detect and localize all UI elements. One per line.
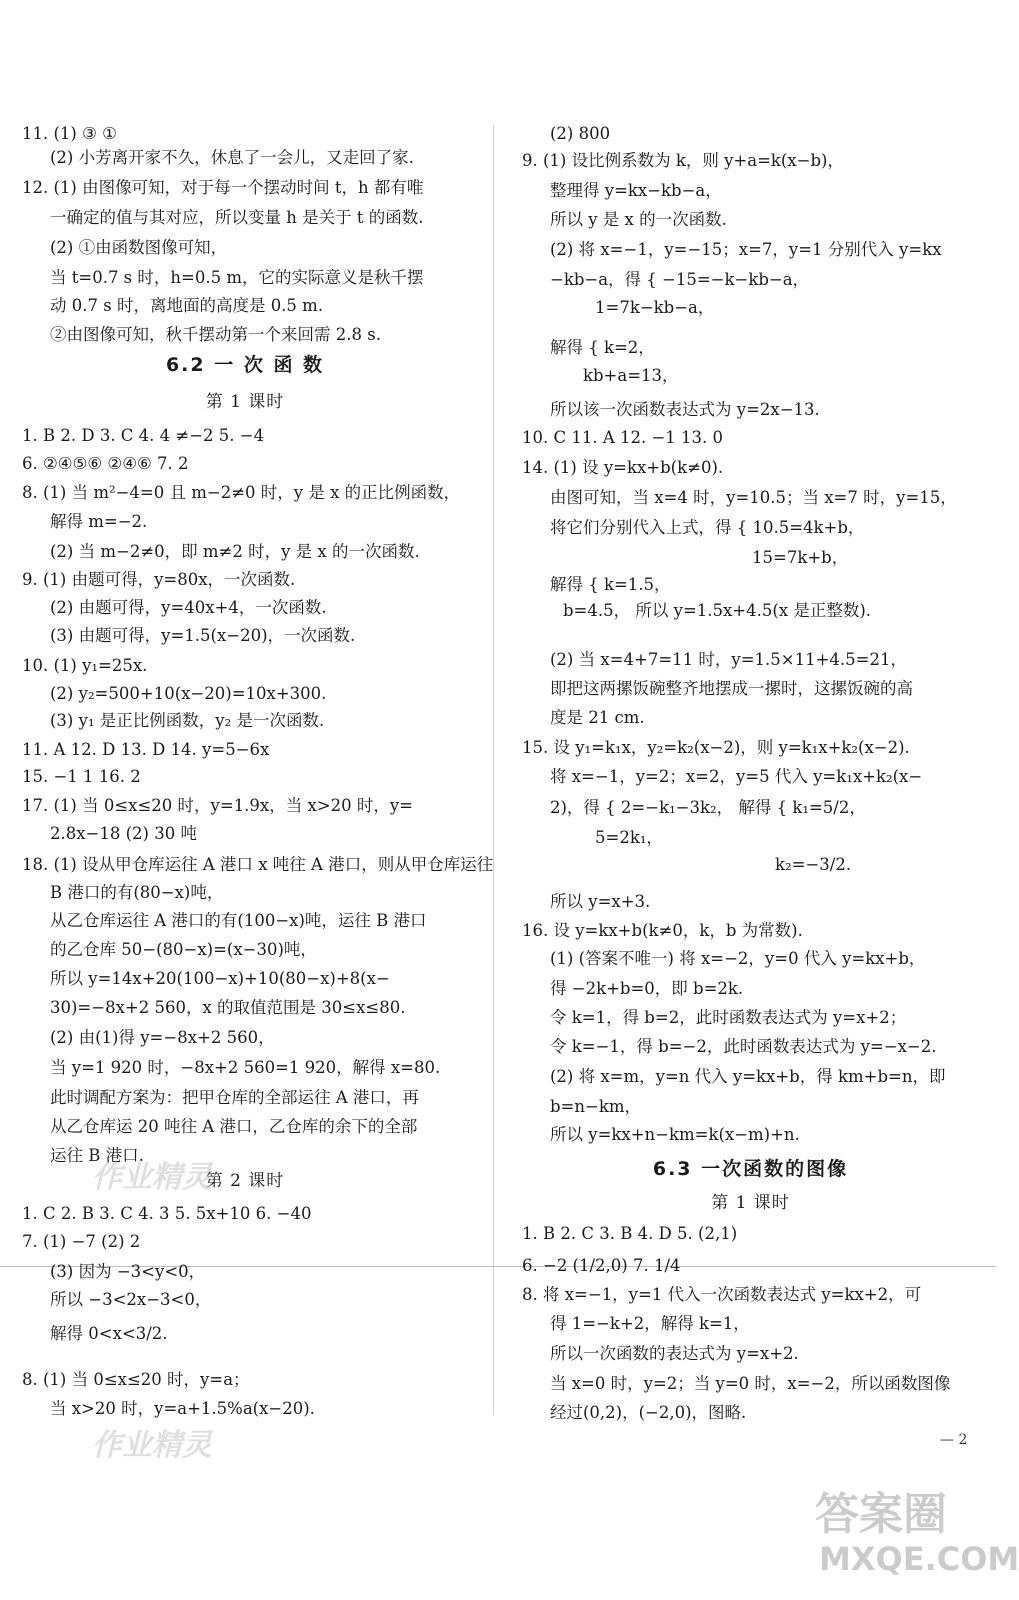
answer-line: 当 x>20 时，y=a+1.5%a(x−20). bbox=[50, 1399, 315, 1418]
answer-line: 8. (1) 当 0≤x≤20 时，y=a； bbox=[22, 1370, 250, 1389]
watermark-zuoye-jingling: 作业精灵 bbox=[92, 1160, 212, 1195]
answer-line: 6. ②④⑤⑥ ②④⑥ 7. 2 bbox=[22, 454, 189, 473]
answer-line: 1=7k−kb−a， bbox=[595, 298, 715, 317]
answer-line: 7. (1) −7 (2) 2 bbox=[22, 1232, 141, 1251]
answer-line: 整理得 y=kx−kb−a， bbox=[550, 181, 722, 200]
answer-line: 17. (1) 当 0≤x≤20 时，y=1.9x，当 x>20 时，y= bbox=[22, 796, 413, 815]
answer-line: 9. (1) 由题可得，y=80x，一次函数. bbox=[22, 570, 296, 589]
answer-line: (2) 当 m−2≠0，即 m≠2 时，y 是 x 的一次函数. bbox=[50, 542, 420, 561]
answer-line: 9. (1) 设比例系数为 k，则 y+a=k(x−b)， bbox=[522, 151, 844, 170]
answer-line: (2) 将 x=−1，y=−15；x=7，y=1 分别代入 y=kx bbox=[550, 240, 942, 259]
lesson-heading: 第 1 课时 bbox=[711, 1193, 790, 1213]
answer-line: (2) 将 x=m，y=n 代入 y=kx+b，得 km+b=n，即 bbox=[550, 1067, 946, 1086]
section-heading: 6.3 一次函数的图像 bbox=[652, 1158, 849, 1180]
answer-line: 当 t=0.7 s 时，h=0.5 m，它的实际意义是秋千摆 bbox=[50, 268, 424, 287]
answer-line: 令 k=−1，得 b=−2，此时函数表达式为 y=−x−2. bbox=[550, 1037, 937, 1056]
answer-line: 所以一次函数的表达式为 y=x+2. bbox=[550, 1344, 799, 1363]
answer-line: b=4.5， 所以 y=1.5x+4.5(x 是正整数). bbox=[563, 601, 872, 620]
answer-line: 10. (1) y₁=25x. bbox=[22, 656, 148, 675]
page-number: — 2 bbox=[940, 1432, 968, 1448]
answer-line: 此时调配方案为：把甲仓库的全部运往 A 港口，再 bbox=[50, 1088, 419, 1107]
answer-line: 所以 y=x+3. bbox=[550, 892, 651, 911]
answer-line: 运往 B 港口. bbox=[50, 1146, 144, 1165]
answer-line: 18. (1) 设从甲仓库运往 A 港口 x 吨往 A 港口，则从甲仓库运往 bbox=[22, 855, 494, 874]
watermark-logo bbox=[815, 1478, 1019, 1596]
answer-line: 经过(0,2)，(−2,0)，图略. bbox=[550, 1403, 747, 1422]
answer-line: (2) 当 x=4+7=11 时，y=1.5×11+4.5=21， bbox=[550, 650, 907, 669]
answer-line: 所以 y 是 x 的一次函数. bbox=[550, 210, 727, 229]
answer-line: (2) ①由函数图像可知， bbox=[50, 238, 228, 257]
answer-line: 12. (1) 由图像可知，对于每一个摆动时间 t，h 都有唯 bbox=[22, 178, 424, 197]
answer-line: 得 1=−k+2，解得 k=1， bbox=[550, 1314, 750, 1333]
answer-line: 6. −2 (1/2,0) 7. 1/4 bbox=[522, 1256, 681, 1275]
answer-line: 从乙仓库运往 A 港口的有(100−x)吨，运往 B 港口 bbox=[50, 911, 427, 930]
answer-line: 1. C 2. B 3. C 4. 3 5. 5x+10 6. −40 bbox=[22, 1204, 312, 1223]
answer-line: −kb−a，得 { −15=−k−kb−a， bbox=[550, 270, 810, 289]
answer-line: 30)=−8x+2 560，x 的取值范围是 30≤x≤80. bbox=[50, 998, 406, 1017]
answer-line: 从乙仓库运 20 吨往 A 港口，乙仓库的余下的全部 bbox=[50, 1117, 418, 1136]
answer-line: (2) 由(1)得 y=−8x+2 560， bbox=[50, 1028, 275, 1047]
watermark-zuoye-jingling-bottom: 作业精灵 bbox=[92, 1428, 212, 1463]
answer-line: (3) 因为 −3<y<0， bbox=[50, 1262, 206, 1281]
answer-line: 2.8x−18 (2) 30 吨 bbox=[50, 824, 197, 843]
answer-line: 度是 21 cm. bbox=[550, 708, 645, 727]
answer-line: 8. (1) 当 m²−4=0 且 m−2≠0 时，y 是 x 的正比例函数， bbox=[22, 483, 461, 502]
answer-line: 所以 y=kx+n−km=k(x−m)+n. bbox=[550, 1125, 800, 1144]
answer-line: ②由图像可知，秋千摆动第一个来回需 2.8 s. bbox=[50, 325, 381, 344]
column-divider bbox=[493, 125, 494, 1415]
answer-line: k₂=−3/2. bbox=[775, 855, 852, 874]
answer-line: 16. 设 y=kx+b(k≠0，k，b 为常数). bbox=[522, 921, 803, 940]
answer-line: 将它们分别代入上式，得 { 10.5=4k+b， bbox=[550, 518, 865, 537]
answer-line: 动 0.7 s 时，离地面的高度是 0.5 m. bbox=[50, 296, 324, 315]
answer-line: 解得 0<x<3/2. bbox=[50, 1324, 168, 1343]
answer-line: 令 k=1，得 b=2，此时函数表达式为 y=x+2； bbox=[550, 1008, 907, 1027]
answer-line: 1. B 2. D 3. C 4. 4 ≠−2 5. −4 bbox=[22, 426, 265, 445]
watermark-daanquan: 答案圈 bbox=[815, 1489, 947, 1540]
answer-line: 的乙仓库 50−(80−x)=(x−30)吨， bbox=[50, 940, 317, 959]
answer-line: 当 y=1 920 时，−8x+2 560=1 920，解得 x=80. bbox=[50, 1058, 441, 1077]
answer-line: 得 −2k+b=0，即 b=2k. bbox=[550, 979, 744, 998]
answer-line: (2) 800 bbox=[550, 124, 611, 143]
answer-line: 由图可知，当 x=4 时，y=10.5；当 x=7 时，y=15， bbox=[550, 488, 957, 507]
answer-line: 一确定的值与其对应，所以变量 h 是关于 t 的函数. bbox=[50, 208, 424, 227]
answer-line: 所以 −3<2x−3<0， bbox=[50, 1290, 212, 1309]
section-heading: 6.2 一 次 函 数 bbox=[165, 354, 325, 376]
answer-line: 将 x=−1，y=2；x=2，y=5 代入 y=k₁x+k₂(x− bbox=[550, 767, 923, 786]
answer-line: 11. (1) ③ ① bbox=[22, 124, 117, 143]
answer-line: B 港口的有(80−x)吨， bbox=[50, 883, 224, 902]
lesson-heading: 第 1 课时 bbox=[205, 392, 285, 412]
answer-line: 解得 { k=2， bbox=[550, 338, 655, 357]
answer-line: 15. −1 1 16. 2 bbox=[22, 767, 141, 786]
answer-line: 1. B 2. C 3. B 4. D 5. (2,1) bbox=[522, 1224, 738, 1243]
answer-line: b=n−km， bbox=[550, 1097, 641, 1116]
answer-line: 5=2k₁， bbox=[595, 828, 663, 847]
answer-line: 11. A 12. D 13. D 14. y=5−6x bbox=[22, 740, 270, 759]
answer-line: 15. 设 y₁=k₁x，y₂=k₂(x−2)，则 y=k₁x+k₂(x−2). bbox=[522, 738, 910, 757]
answer-line: 解得 m=−2. bbox=[50, 512, 148, 531]
answer-line: 解得 { k=1.5， bbox=[550, 575, 671, 594]
answer-line: (3) y₁ 是正比例函数，y₂ 是一次函数. bbox=[50, 711, 325, 730]
answer-line: kb+a=13， bbox=[583, 366, 679, 385]
answer-line: 即把这两摞饭碗整齐地摆成一摞时，这摞饭碗的高 bbox=[550, 679, 913, 698]
answer-line: 15=7k+b， bbox=[752, 548, 849, 567]
answer-line: 14. (1) 设 y=kx+b(k≠0). bbox=[522, 458, 724, 477]
answer-line: 8. 将 x=−1，y=1 代入一次函数表达式 y=kx+2，可 bbox=[522, 1285, 922, 1304]
answer-line: 10. C 11. A 12. −1 13. 0 bbox=[522, 428, 724, 447]
answer-line: (2) y₂=500+10(x−20)=10x+300. bbox=[50, 684, 327, 703]
answer-line: (3) 由题可得，y=1.5(x−20)，一次函数. bbox=[50, 626, 356, 645]
answer-line: 所以 y=14x+20(100−x)+10(80−x)+8(x− bbox=[50, 969, 390, 988]
lesson-heading: 第 2 课时 bbox=[205, 1171, 285, 1191]
answer-line: (2) 小芳离开家不久，休息了一会儿，又走回了家. bbox=[50, 148, 414, 167]
answer-line: 所以该一次函数表达式为 y=2x−13. bbox=[550, 400, 820, 419]
answer-line: 2)，得 { 2=−k₁−3k₂， 解得 { k₁=5/2， bbox=[550, 798, 866, 817]
answer-line: (1) (答案不唯一) 将 x=−2，y=0 代入 y=kx+b， bbox=[550, 949, 926, 968]
watermark-mxqe: MXQE.COM bbox=[819, 1540, 1019, 1578]
answer-line: (2) 由题可得，y=40x+4，一次函数. bbox=[50, 598, 327, 617]
answer-line: 当 x=0 时，y=2；当 y=0 时，x=−2，所以函数图像 bbox=[550, 1374, 951, 1393]
